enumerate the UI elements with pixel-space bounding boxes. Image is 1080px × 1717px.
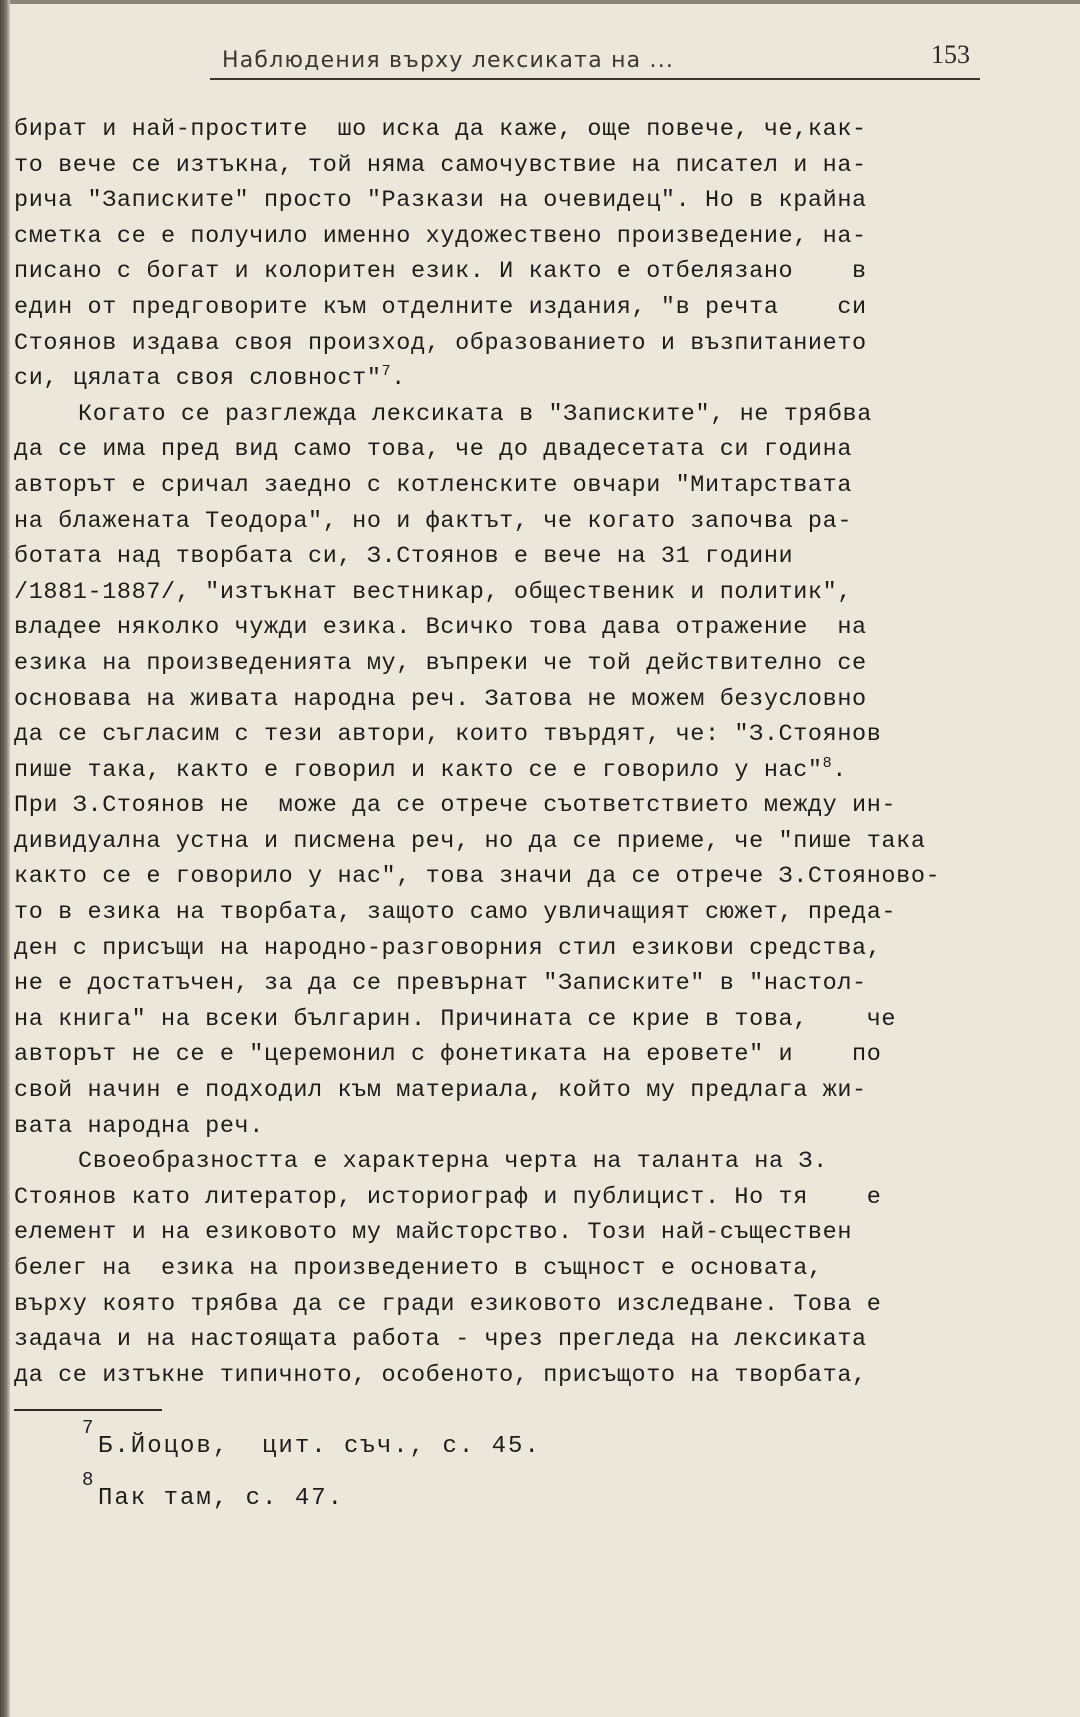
text-line (14, 753, 994, 789)
text-line: да се има пред вид само това, че до двадесетата си година (14, 436, 853, 464)
footnote-ref-7: 7 (381, 363, 392, 381)
text-line: то вече се изтъкна, той няма самочувствие на писател и на- (14, 151, 867, 179)
text-line: както се е говорило у нас", това значи да се отрече З.Стояново- (14, 863, 941, 891)
text-line (14, 361, 994, 397)
header-rule (210, 78, 980, 80)
text-line: рича "Записките" просто "Разкази на очевидец". Но в крайна (14, 187, 867, 215)
text-line: основава на живата народна реч. Затова не можем безусловно (14, 685, 867, 713)
text-line: на книга" на всеки българин. Причината се крие в това, че (14, 1005, 897, 1033)
text-line: върху която трябва да се гради езиковото изследване. Това е (14, 1290, 882, 1318)
text-line: /1881-1887/, "изтъкнат вестникар, общественик и политик", (14, 578, 853, 606)
text-line: един от предговорите към отделните издания, "в речта си (14, 293, 867, 321)
page-top-edge (0, 0, 1080, 4)
text-line: белег на езика на произведението в същност е основата, (14, 1255, 823, 1282)
text-line-content: си, цялата своя словност" (14, 365, 382, 393)
text-line: ботата над творбата си, З.Стоянов е вече на 31 години (14, 543, 794, 571)
text-line: на блажената Теодора", но и фактът, че когато започва ра- (14, 507, 853, 535)
text-line: да се съгласим с тези автори, които твърдят, че: "З.Стоянов (14, 721, 882, 749)
footnote-ref-8: 8 (822, 754, 833, 772)
body-text (14, 112, 994, 1393)
text-line: вата народна реч. (14, 1112, 264, 1140)
text-line: бират и най-простите шо иска да каже, още повече, че,как- (14, 116, 867, 143)
page-header (210, 38, 980, 80)
running-title: Наблюдения върху лексиката на ... (222, 48, 675, 73)
footnote-8 (78, 1470, 778, 1522)
text-line: Стоянов като литератор, историограф и публицист. Но тя е (14, 1183, 882, 1211)
footnote-7 (78, 1418, 778, 1470)
book-spine-shadow (0, 0, 10, 1717)
text-line: то в езика на творбата, защото само увличащият сюжет, преда- (14, 899, 897, 927)
text-line: свой начин е подходил към материала, който му предлага жи- (14, 1077, 867, 1105)
text-line: писано с богат и колоритен език. И както е отбелязано в (14, 258, 867, 286)
footnote-text: Б.Йоцов, цит. съч., с. 45. (98, 1433, 541, 1460)
text-line: не е достатъчен, за да се превърнат "Записките" в "настол- (14, 970, 867, 998)
paragraph-start-line: Когато се разглежда лексиката в "Записките", не трябва (78, 400, 872, 428)
text-line: задача и на настоящата работа - чрез прегледа на лексиката (14, 1326, 867, 1354)
text-line-content: пише така, както е говорил и както се е говорило у нас" (14, 756, 823, 784)
line-end: . (832, 756, 847, 784)
text-line: При З.Стоянов не може да се отрече съответствието между ин- (14, 792, 897, 820)
text-line: езика на произведенията му, въпреки че той действително се (14, 649, 867, 677)
text-line: авторът е сричал заедно с котленските овчари "Митарствата (14, 471, 853, 499)
footnote-mark: 8 (82, 1469, 96, 1491)
text-line: да се изтъкне типичното, особеното, присъщото на творбата, (14, 1361, 867, 1389)
text-line: дивидуална устна и писмена реч, но да се приеме, че "пише така (14, 827, 926, 855)
text-line: сметка се е получило именно художествено произведение, на- (14, 222, 867, 250)
text-line: авторът не се е "церемонил с фонетиката на еровете" и по (14, 1041, 882, 1069)
footnote-separator (14, 1409, 162, 1411)
page-number: 153 (931, 40, 970, 69)
paragraph-start-line: Своеобразността е характерна черта на таланта на З. (78, 1148, 828, 1176)
text-line: елемент и на езиковото му майсторство. Този най-съществен (14, 1219, 853, 1247)
text-line: владее няколко чужди езика. Всичко това дава отражение на (14, 614, 867, 642)
footnotes (78, 1418, 778, 1522)
text-line: ден с присъщи на народно-разговорния стил езикови средства, (14, 934, 882, 962)
line-end: . (391, 365, 406, 393)
footnote-mark: 7 (82, 1417, 96, 1439)
footnote-text: Пак там, с. 47. (98, 1485, 345, 1512)
text-line: Стоянов издава своя произход, образованието и възпитанието (14, 329, 867, 357)
